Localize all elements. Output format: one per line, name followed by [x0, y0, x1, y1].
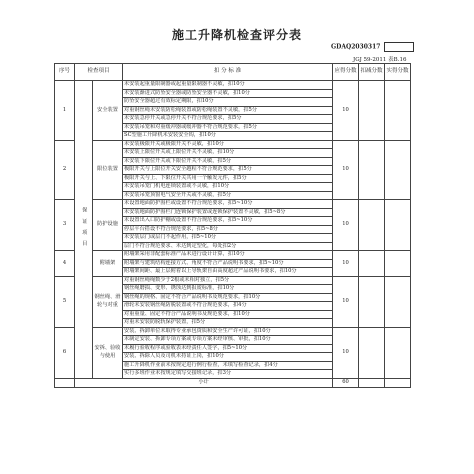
- standard-ref: JGJ 59-2011 表B.16: [353, 57, 407, 63]
- actual-score-cell[interactable]: [385, 327, 411, 378]
- criteria-item: 未安装吊笼门机电连锁装置或不灵敏，扣10分: [123, 183, 333, 192]
- criteria-item: 未安装起重量限制器或起重量限制器不灵敏，扣10分: [123, 81, 333, 90]
- due-score: 10: [333, 251, 359, 277]
- section-number: 1: [55, 81, 75, 141]
- inspection-table: [54, 63, 411, 388]
- criteria-item: 停层平台搭设不符合规范要求，扣5~8分: [123, 225, 333, 234]
- section-number: 2: [55, 140, 75, 200]
- section-name: 防护设施: [93, 200, 123, 251]
- criteria-item: 未安装层门或层门不起作用，扣5~10分: [123, 234, 333, 243]
- criteria-item: 附墙架间距、最上层附着以上导轨架自由高度超过产品说明书要求，扣10分: [123, 268, 333, 277]
- table-body: [55, 81, 411, 388]
- criteria-item: 未安装下限位开关或下限位开关不灵敏，扣5分: [123, 157, 333, 166]
- due-score: 10: [333, 81, 359, 141]
- section-number: 5: [55, 276, 75, 327]
- actual-score-cell[interactable]: [385, 81, 411, 141]
- header-deduct: 扣减分数: [359, 64, 385, 81]
- criteria-item: 安装、拆除人员及司机未持证上岗，扣10分: [123, 353, 333, 362]
- form-code: [331, 42, 414, 52]
- actual-score-cell[interactable]: [385, 200, 411, 251]
- criteria-item: 对重钢丝绳未安装防松绳装置或防松绳装置不灵敏，扣5分: [123, 106, 333, 115]
- criteria-item: 未设置地面防护围栏或设置不符合规范要求，扣5~10分: [123, 200, 333, 209]
- criteria-item: 钢丝绳的规格、固定不符合产品说明书及规范要求，扣10分: [123, 293, 333, 302]
- section-name: 安拆、验收与使用: [93, 327, 123, 378]
- due-score: 10: [333, 327, 359, 378]
- table-row: [55, 81, 411, 90]
- criteria-item: 未安装上限位开关或上限位开关不灵敏，扣10分: [123, 149, 333, 158]
- section-name: 安全装置: [93, 81, 123, 141]
- header-actual: 实得分数: [385, 64, 411, 81]
- due-score: 10: [333, 140, 359, 200]
- criteria-item: 未安装渐进式防坠安全器或防坠安全器不灵敏，扣10分: [123, 89, 333, 98]
- deduct-score-cell[interactable]: [359, 200, 385, 251]
- criteria-item: 未安装极限开关或极限开关不灵敏，扣10分: [123, 140, 333, 149]
- header-no: 序号: [55, 64, 75, 81]
- deduct-score-cell[interactable]: [359, 251, 385, 277]
- due-score: 10: [333, 276, 359, 327]
- deduct-score-cell[interactable]: [359, 140, 385, 200]
- criteria-item: SC型施工升降机未安装安全钩，扣10分: [123, 132, 333, 141]
- actual-score-cell[interactable]: [385, 251, 411, 277]
- subtotal-label: 小计: [75, 378, 333, 387]
- section-number: 4: [55, 251, 75, 277]
- form-title: 施工升降机检查评分表: [171, 28, 302, 42]
- section-number: 3: [55, 200, 75, 251]
- criteria-item: 附墙架采用非配套标准产品未进行设计计算，扣10分: [123, 251, 333, 260]
- subtotal-no-cell: [55, 378, 75, 387]
- section-name: 附墙架: [93, 251, 123, 277]
- section-name: 钢丝绳、滑轮与对重: [93, 276, 123, 327]
- criteria-item: 防坠安全器超过有效标定期限，扣10分: [123, 98, 333, 107]
- criteria-item: 施工升降机作业前未按规定进行例行检查，未填写检查记录，扣4分: [123, 361, 333, 370]
- code-box[interactable]: [384, 42, 414, 52]
- criteria-item: 滑轮未安装钢丝绳防脱装置或不符合规范要求，扣4分: [123, 302, 333, 311]
- subtotal-score: 60: [333, 378, 359, 387]
- subtotal-actual-cell[interactable]: [385, 378, 411, 387]
- guarantee-label: 保证项目: [75, 81, 93, 379]
- deduct-score-cell[interactable]: [359, 276, 385, 327]
- table-row: [55, 276, 411, 285]
- criteria-item: 未履行验收程序或验收表未经责任人签字，扣5~10分: [123, 344, 333, 353]
- deduct-score-cell[interactable]: [359, 81, 385, 141]
- actual-score-cell[interactable]: [385, 140, 411, 200]
- table-row: [55, 327, 411, 336]
- table-row: [55, 251, 411, 260]
- criteria-item: 未安装吊笼和对重缓冲器或缓冲器不符合规范要求，扣5分: [123, 123, 333, 132]
- criteria-item: 未安装地面防护围栏门连锁保护装置或连锁保护装置不灵敏，扣5~8分: [123, 208, 333, 217]
- criteria-item: 对重钢丝绳绳数少于2根或未相对独立，扣5分: [123, 276, 333, 285]
- subtotal-deduct-cell[interactable]: [359, 378, 385, 387]
- criteria-item: 附墙架与建筑结构连接方式、角度不符合产品说明书要求，扣5~10分: [123, 259, 333, 268]
- criteria-item: 安装、拆卸单位未取得专业承包资质和安全生产许可证，扣10分: [123, 327, 333, 336]
- deduct-score-cell[interactable]: [359, 327, 385, 378]
- criteria-item: 极限开关与上、下限位开关共用一个触发元件，扣5分: [123, 174, 333, 183]
- criteria-item: 钢丝绳磨损、变形、锈蚀达到报废标准，扣10分: [123, 285, 333, 294]
- form-code-text: GDAQ2030317: [331, 43, 381, 51]
- table-row: [55, 140, 411, 149]
- criteria-item: 极限开关与上限位开关安全越程不符合规范要求，扣5分: [123, 166, 333, 175]
- criteria-item: 未安装吊笼顶窗电气安全开关或不灵敏，扣5分: [123, 191, 333, 200]
- criteria-item: 对重重量、固定不符合产品说明书及规范要求，扣10分: [123, 310, 333, 319]
- header-category: 检查项目: [75, 64, 123, 81]
- due-score: 10: [333, 200, 359, 251]
- header-due: 应得分数: [333, 64, 359, 81]
- criteria-item: 实行多班作业未按规定填写交接班记录，扣3分: [123, 370, 333, 379]
- criteria-item: 未安装急停开关或急停开关不符合规范要求，扣5分: [123, 115, 333, 124]
- header-criteria: 扣 分 标 准: [123, 64, 333, 81]
- section-name: 限位装置: [93, 140, 123, 200]
- criteria-item: 对重未安装防脱轨保护装置，扣5分: [123, 319, 333, 328]
- criteria-item: 未制定安装、拆卸专项方案或专项方案未经审核、审批，扣10分: [123, 336, 333, 345]
- actual-score-cell[interactable]: [385, 276, 411, 327]
- table-row: [55, 200, 411, 209]
- criteria-item: 层门不符合规范要求、未达到定型化，每处扣2分: [123, 242, 333, 251]
- subtotal-row: [55, 378, 411, 387]
- section-number: 6: [55, 327, 75, 378]
- criteria-item: 未设置出入口防护棚或设置不符合规范要求，扣5~10分: [123, 217, 333, 226]
